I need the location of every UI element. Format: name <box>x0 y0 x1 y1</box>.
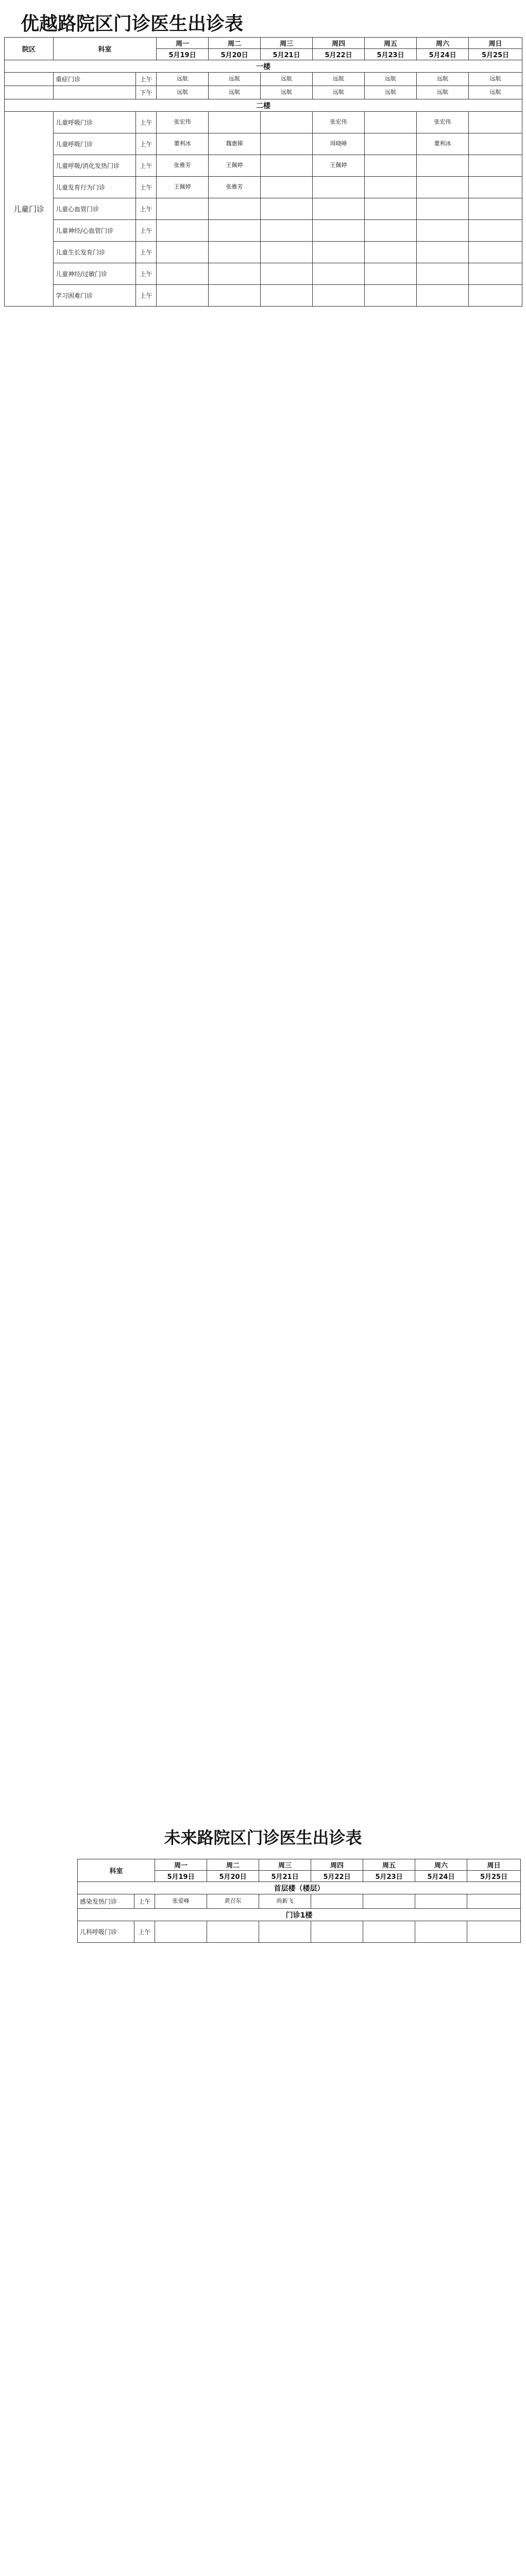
doctor-cell: 远航 <box>157 73 209 86</box>
section1-title: 优越路院区门诊医生出诊表 <box>21 13 244 35</box>
doctor-cell: 魏惠娣 <box>209 133 261 155</box>
header-day: 周一 <box>155 1859 207 1871</box>
doctor-cell <box>467 1921 521 1943</box>
doctor-cell <box>417 198 469 220</box>
dept-cell: 重症门诊 <box>54 73 136 86</box>
doctor-cell <box>313 177 365 198</box>
doctor-cell: 远航 <box>313 86 365 99</box>
header-day: 周一 <box>157 38 209 49</box>
doctor-cell: 远航 <box>365 73 417 86</box>
doctor-cell <box>207 1921 259 1943</box>
doctor-cell <box>209 112 261 133</box>
doctor-cell <box>313 263 365 285</box>
header-date: 5月24日 <box>415 1871 467 1882</box>
doctor-cell: 张雅芳 <box>157 155 209 177</box>
doctor-cell <box>209 285 261 307</box>
floor-label: 首层楼（楼层） <box>78 1882 521 1894</box>
doctor-cell <box>467 1894 521 1909</box>
header-day: 周二 <box>209 38 261 49</box>
header-date: 5月19日 <box>155 1871 207 1882</box>
header-area: 院区 <box>5 38 54 60</box>
doctor-cell <box>365 133 417 155</box>
doctor-cell <box>417 177 469 198</box>
header-date: 5月25日 <box>467 1871 521 1882</box>
header-day: 周五 <box>363 1859 415 1871</box>
doctor-cell <box>259 1921 311 1943</box>
doctor-cell: 黄召东 <box>207 1894 259 1909</box>
doctor-cell <box>417 285 469 307</box>
header-day: 周三 <box>261 38 313 49</box>
doctor-cell <box>469 263 522 285</box>
dept-cell: 感染发热门诊 <box>78 1894 134 1909</box>
dept-cell: 儿童神经/过敏门诊 <box>54 263 136 285</box>
header-date: 5月23日 <box>363 1871 415 1882</box>
doctor-cell <box>363 1921 415 1943</box>
doctor-cell <box>155 1921 207 1943</box>
dept-cell: 儿童呼吸门诊 <box>54 112 136 133</box>
doctor-cell <box>157 263 209 285</box>
doctor-cell: 远航 <box>209 86 261 99</box>
period-cell: 下午 <box>136 86 157 99</box>
period-cell: 上午 <box>136 73 157 86</box>
period-cell: 上午 <box>136 263 157 285</box>
doctor-cell <box>469 155 522 177</box>
header-date: 5月20日 <box>207 1871 259 1882</box>
dept-cell: 儿童呼吸/消化发热门诊 <box>54 155 136 177</box>
doctor-cell <box>365 242 417 263</box>
doctor-cell <box>261 133 313 155</box>
doctor-cell <box>311 1894 363 1909</box>
dept-cell: 儿童神经/心血管门诊 <box>54 220 136 242</box>
header-day: 周日 <box>467 1859 521 1871</box>
doctor-cell <box>261 220 313 242</box>
doctor-cell <box>469 177 522 198</box>
doctor-cell: 远航 <box>261 73 313 86</box>
doctor-cell <box>157 285 209 307</box>
header-day: 周六 <box>415 1859 467 1871</box>
doctor-cell: 远航 <box>157 86 209 99</box>
doctor-cell: 董利冰 <box>417 133 469 155</box>
header-date: 5月21日 <box>259 1871 311 1882</box>
period-cell: 上午 <box>136 155 157 177</box>
doctor-cell <box>313 198 365 220</box>
dept-cell: 儿童发育行为门诊 <box>54 177 136 198</box>
doctor-cell <box>313 220 365 242</box>
header-date: 5月24日 <box>417 49 469 60</box>
header-dept: 科室 <box>78 1859 155 1882</box>
section2-title: 未来路院区门诊医生出诊表 <box>164 1828 362 1848</box>
doctor-cell <box>415 1921 467 1943</box>
doctor-cell <box>363 1894 415 1909</box>
doctor-cell <box>417 242 469 263</box>
doctor-cell: 远航 <box>261 86 313 99</box>
period-cell: 上午 <box>136 220 157 242</box>
period-cell: 上午 <box>136 285 157 307</box>
header-day: 周六 <box>417 38 469 49</box>
doctor-cell <box>417 263 469 285</box>
doctor-cell <box>469 133 522 155</box>
doctor-cell: 远航 <box>365 86 417 99</box>
doctor-cell: 远航 <box>313 73 365 86</box>
doctor-cell: 远航 <box>417 86 469 99</box>
doctor-cell: 远航 <box>417 73 469 86</box>
doctor-cell <box>157 242 209 263</box>
header-dept: 科室 <box>54 38 157 60</box>
doctor-cell <box>261 242 313 263</box>
header-date: 5月21日 <box>261 49 313 60</box>
doctor-cell <box>209 220 261 242</box>
header-date: 5月20日 <box>209 49 261 60</box>
doctor-cell: 远航 <box>469 73 522 86</box>
dept-cell: 儿童心血管门诊 <box>54 198 136 220</box>
dept-cell <box>54 86 136 99</box>
header-day: 周五 <box>365 38 417 49</box>
area-cell <box>5 86 54 99</box>
doctor-cell: 张宏伟 <box>313 112 365 133</box>
doctor-cell <box>417 220 469 242</box>
doctor-cell <box>209 198 261 220</box>
area-cell: 儿童门诊 <box>5 112 54 307</box>
doctor-cell <box>469 198 522 220</box>
header-date: 5月25日 <box>469 49 522 60</box>
period-cell: 上午 <box>136 242 157 263</box>
header-day: 周二 <box>207 1859 259 1871</box>
doctor-cell <box>313 242 365 263</box>
doctor-cell: 远航 <box>469 86 522 99</box>
doctor-cell <box>313 285 365 307</box>
doctor-cell <box>261 155 313 177</box>
doctor-cell <box>469 220 522 242</box>
doctor-cell <box>261 263 313 285</box>
period-cell: 上午 <box>134 1921 155 1943</box>
header-date: 5月23日 <box>365 49 417 60</box>
header-day: 周三 <box>259 1859 311 1871</box>
section2-table <box>77 1859 521 1943</box>
floor-label: 门诊1楼 <box>78 1909 521 1921</box>
doctor-cell <box>261 285 313 307</box>
dept-cell: 儿科呼吸门诊 <box>78 1921 134 1943</box>
doctor-cell <box>311 1921 363 1943</box>
period-cell: 上午 <box>136 177 157 198</box>
doctor-cell: 王佩婷 <box>209 155 261 177</box>
doctor-cell: 张宏伟 <box>417 112 469 133</box>
doctor-cell <box>365 285 417 307</box>
doctor-cell <box>261 198 313 220</box>
period-cell: 上午 <box>136 112 157 133</box>
doctor-cell <box>365 155 417 177</box>
dept-cell: 儿童呼吸门诊 <box>54 133 136 155</box>
section1-table <box>4 37 522 307</box>
doctor-cell <box>365 198 417 220</box>
period-cell: 上午 <box>136 133 157 155</box>
doctor-cell <box>261 177 313 198</box>
doctor-cell <box>469 285 522 307</box>
doctor-cell <box>365 177 417 198</box>
doctor-cell: 周晓峰 <box>313 133 365 155</box>
dept-cell: 学习困难门诊 <box>54 285 136 307</box>
doctor-cell: 尚新飞 <box>259 1894 311 1909</box>
period-cell: 上午 <box>134 1894 155 1909</box>
doctor-cell <box>365 263 417 285</box>
header-date: 5月22日 <box>311 1871 363 1882</box>
doctor-cell <box>157 220 209 242</box>
doctor-cell <box>157 198 209 220</box>
doctor-cell <box>365 112 417 133</box>
doctor-cell: 张雅芳 <box>209 177 261 198</box>
doctor-cell <box>469 112 522 133</box>
doctor-cell <box>417 155 469 177</box>
floor-label: 二楼 <box>5 99 522 112</box>
header-day: 周四 <box>311 1859 363 1871</box>
period-cell: 上午 <box>136 198 157 220</box>
dept-cell: 儿童生长发育门诊 <box>54 242 136 263</box>
doctor-cell <box>261 112 313 133</box>
header-day: 周四 <box>313 38 365 49</box>
doctor-cell <box>365 220 417 242</box>
doctor-cell: 王佩婷 <box>313 155 365 177</box>
doctor-cell <box>469 242 522 263</box>
header-date: 5月19日 <box>157 49 209 60</box>
doctor-cell: 张爱峰 <box>155 1894 207 1909</box>
doctor-cell: 张宏伟 <box>157 112 209 133</box>
floor-label: 一楼 <box>5 60 522 73</box>
doctor-cell <box>209 263 261 285</box>
doctor-cell: 董利冰 <box>157 133 209 155</box>
doctor-cell: 远航 <box>209 73 261 86</box>
area-cell <box>5 73 54 86</box>
doctor-cell <box>415 1894 467 1909</box>
doctor-cell: 王佩婷 <box>157 177 209 198</box>
header-day: 周日 <box>469 38 522 49</box>
doctor-cell <box>209 242 261 263</box>
header-date: 5月22日 <box>313 49 365 60</box>
